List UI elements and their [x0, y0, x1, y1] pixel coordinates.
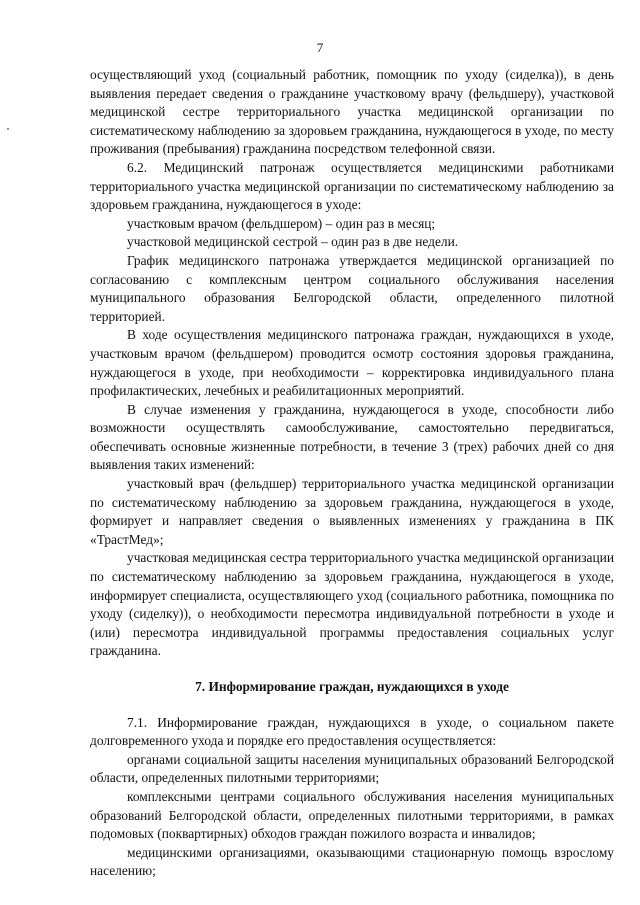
- section-heading: 7. Информирование граждан, нуждающихся в уходе: [195, 679, 509, 694]
- page-number: 7: [316, 40, 324, 55]
- paragraph-schedule: График медицинского патронажа утверждается медицинской организацией по согласованию с комплексным центром социального обслуживания населения муниципального образования Белгородской области, определенного пилотной территорией.: [90, 252, 614, 324]
- scan-margin-mark: [7, 128, 9, 130]
- paragraph-patronage-process: В ходе осуществления медицинского патронажа граждан, нуждающихся в уходе, участковым врачом (фельдшером) проводится осмотр состояния здоровья гражданина, нуждающегося в уходе, при необходимости – корректировка индивидуального плана профилактических, лечебных и реабилитационных мероприятий.: [90, 327, 614, 399]
- document-body: [90, 66, 614, 881]
- paragraph-changes: В случае изменения у гражданина, нуждающегося в уходе, способности либо возможности осуществлять самообслуживание, самостоятельно передвигаться, обеспечивать основные жизненные потребности, в течение 3 (трех) рабочих дней со дня выявления таких изменений:: [90, 401, 614, 473]
- list-item-social-protection: органами социальной защиты населения муниципальных образований Белгородской области, определенных пилотными территориями;: [90, 751, 614, 786]
- list-item-doctor-duty: участковый врач (фельдшер) территориального участка медицинской организации по систематическому наблюдению за здоровьем гражданина, нуждающегося в уходе, формирует и направляет сведения о выявленных изменениях у гражданина в ПК «ТрастМед»;: [90, 476, 614, 547]
- paragraph-6-2: 6.2. Медицинский патронаж осуществляется медицинскими работниками территориального участка медицинской организации по систематическому наблюдению за здоровьем гражданина, нуждающегося в уходе:: [90, 159, 614, 213]
- list-item-medical-orgs: медицинскими организациями, оказывающими стационарную помощь взрослому населению;: [90, 844, 614, 879]
- paragraph-7-1: 7.1. Информирование граждан, нуждающихся в уходе, о социальном пакете долговременного ухода и порядке его предоставления осуществляется:: [90, 714, 614, 749]
- paragraph-continuation: осуществляющий уход (социальный работник, помощник по уходу (сиделка)), в день выявления передает сведения о гражданине участковому врачу (фельдшеру), участковой медицинской сестре территориального участка медицинской организации по систематическому наблюдению за здоровьем гражданина, нуждающегося в уходе, по месту проживания (пребывания) гражданина посредством телефонной связи.: [90, 67, 614, 157]
- list-item-doctor-visit: участковым врачом (фельдшером) – один раз в месяц;: [127, 215, 436, 231]
- list-item-nurse-duty: участковая медицинская сестра территориального участка медицинской организации по систематическому наблюдению за здоровьем гражданина, нуждающегося в уходе, информирует специалиста, осуществляющего уход (социального работника, помощника по уходу (сиделку)), о необходимости пересмотра индивидуальной потребности в уходе и (или) пересмотра индивидуальной программы предоставления социальных услуг гражданина.: [90, 550, 614, 659]
- list-item-social-centers: комплексными центрами социального обслуживания населения муниципальных образований Белгородской области, определенных пилотными территориями, в рамках подомовых (поквартирных) обходов граждан пожилого возраста и инвалидов;: [90, 788, 614, 842]
- list-item-nurse-visit: участковой медицинской сестрой – один раз в две недели.: [127, 234, 459, 250]
